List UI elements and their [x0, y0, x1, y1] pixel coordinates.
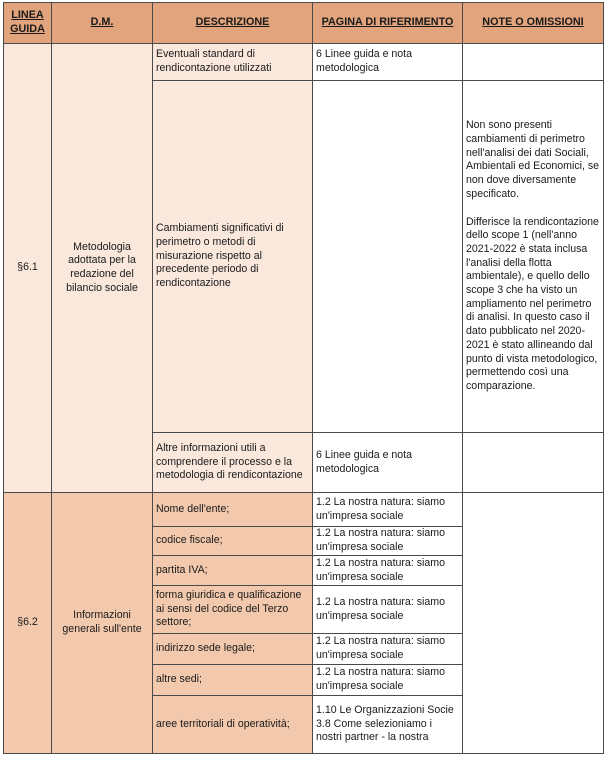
header-linea-guida: LINEA GUIDA — [4, 3, 52, 44]
description-cell: codice fiscale; — [153, 527, 313, 556]
header-row — [4, 3, 604, 44]
description-cell: Cambiamenti significativi di perimetro o metodi di misurazione rispetto al precedente periodo di rendicontazione — [153, 81, 313, 433]
reference-page-cell: 1.2 La nostra natura: siamo un'impresa sociale — [313, 493, 463, 527]
linea-guida-cell: §6.1 — [4, 44, 52, 493]
reference-page-cell: 6 Linee guida e nota metodologica — [313, 44, 463, 81]
header-dm: D.M. — [52, 3, 153, 44]
description-cell: altre sedi; — [153, 665, 313, 696]
reference-page-cell: 1.2 La nostra natura: siamo un'impresa sociale — [313, 556, 463, 586]
reference-page-cell: 1.10 Le Organizzazioni Socie 3.8 Come selezioniamo i nostri partner - la nostra — [313, 696, 463, 754]
table-row — [4, 493, 604, 527]
dm-cell: Informazioni generali sull'ente — [52, 493, 153, 754]
notes-cell — [463, 493, 604, 754]
description-cell: Nome dell'ente; — [153, 493, 313, 527]
linea-guida-cell: §6.2 — [4, 493, 52, 754]
notes-cell — [463, 433, 604, 493]
reference-page-cell — [313, 81, 463, 433]
notes-cell — [463, 81, 604, 433]
reference-page-cell: 1.2 La nostra natura: siamo un'impresa sociale — [313, 634, 463, 665]
header-descrizione: DESCRIZIONE — [153, 3, 313, 44]
description-cell: forma giuridica e qualificazione ai sensi del codice del Terzo settore; — [153, 586, 313, 634]
notes-paragraph-1: Non sono presenti cambiamenti di perimetro nell'analisi dei dati Sociali, Ambientali ed Economici, se non dove diversamente specificato. — [466, 119, 600, 200]
description-cell: Eventuali standard di rendicontazione utilizzati — [153, 44, 313, 81]
description-cell: partita IVA; — [153, 556, 313, 586]
reference-page-cell: 1.2 La nostra natura: siamo un'impresa sociale — [313, 586, 463, 634]
reference-page-cell: 1.2 La nostra natura: siamo un'impresa sociale — [313, 527, 463, 556]
header-note-o-omissioni: NOTE O OMISSIONI — [463, 3, 604, 44]
table-row — [4, 44, 604, 81]
description-cell: Altre informazioni utili a comprendere il processo e la metodologia di rendicontazione — [153, 433, 313, 493]
reference-page-cell: 1.2 La nostra natura: siamo un'impresa sociale — [313, 665, 463, 696]
reference-table — [3, 2, 604, 754]
reference-page-cell: 6 Linee guida e nota metodologica — [313, 433, 463, 493]
dm-cell: Metodologia adottata per la redazione del bilancio sociale — [52, 44, 153, 493]
description-cell: aree territoriali di operatività; — [153, 696, 313, 754]
description-cell: indirizzo sede legale; — [153, 634, 313, 665]
notes-cell — [463, 44, 604, 81]
header-pagina-di-riferimento: PAGINA DI RIFERIMENTO — [313, 3, 463, 44]
notes-paragraph-2: Differisce la rendicontazione dello scope 1 (nell'anno 2021-2022 è stata inclusa l'analisi della flotta ambientale), e quello dello scope 3 che ha visto un ampliamento nel perimetro di analisi. In questo caso il dato pubblicato nel 2020-2021 è stato allineando dal punto di vista metodologico, permettendo così una comparazione. — [466, 215, 599, 392]
